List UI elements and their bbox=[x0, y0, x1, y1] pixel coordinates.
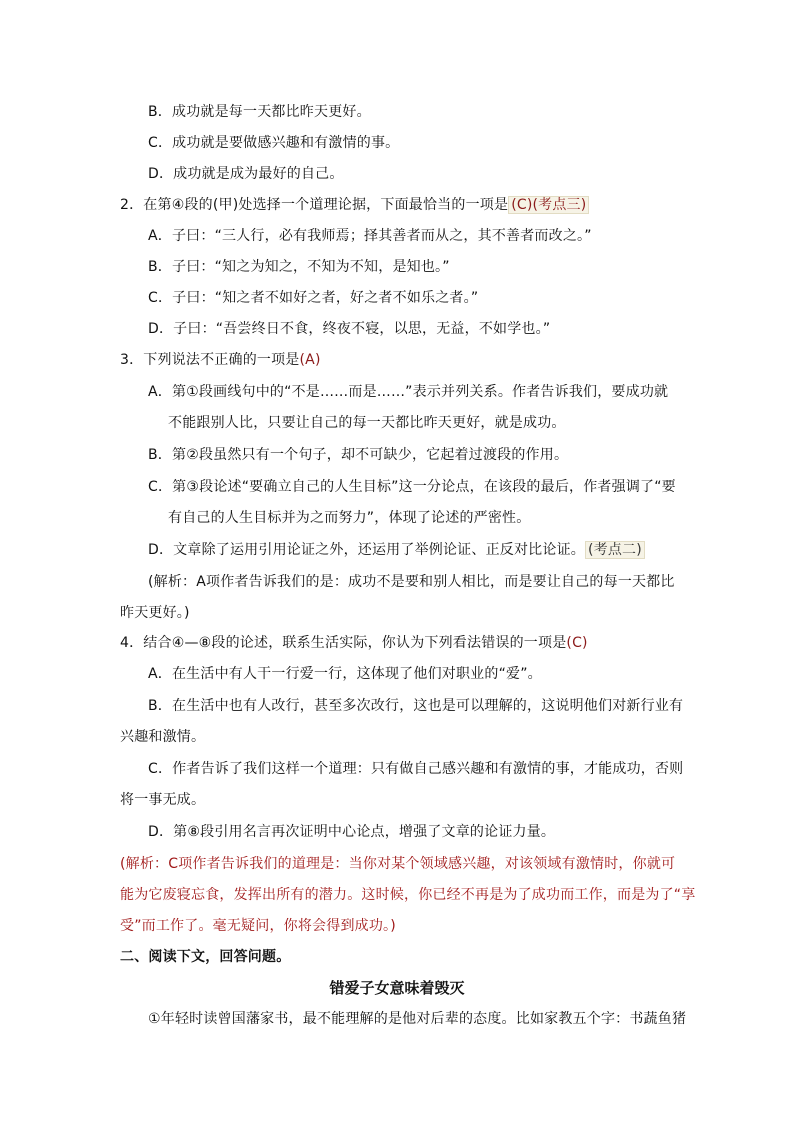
q4-answer: (C) bbox=[566, 635, 588, 651]
article-title: 错爱子女意味着毁灭 bbox=[329, 979, 465, 997]
q3-option-d-tag: (考点二) bbox=[585, 541, 645, 559]
q2-option-b: B．子曰：“知之为知之，不知为不知，是知也。” bbox=[148, 259, 450, 275]
q3-option-a-line1: A．第①段画线句中的“不是……而是……”表示并列关系。作者告诉我们，要成功就 bbox=[148, 384, 669, 400]
q4-option-c-line1: C．作者告诉了我们这样一个道理：只有做自己感兴趣和有激情的事，才能成功，否则 bbox=[148, 761, 684, 777]
q4-option-c-line2: 将一事无成。 bbox=[120, 792, 206, 808]
q4-option-b-line2: 兴趣和激情。 bbox=[120, 729, 206, 745]
q2-option-c: C．子曰：“知之者不如好之者，好之者不如乐之者。” bbox=[148, 290, 479, 306]
q3-answer: (A) bbox=[299, 352, 321, 368]
q2-stem bbox=[120, 195, 680, 215]
q1-option-b: B．成功就是每一天都比昨天更好。 bbox=[148, 104, 371, 120]
q4-analysis-line2: 能为它废寝忘食，发挥出所有的潜力。这时候，你已经不再是为了成功而工作，而是为了“享 bbox=[120, 887, 696, 903]
q3-analysis-line2: 昨天更好。) bbox=[120, 605, 190, 621]
q4-option-a: A．在生活中有人干一行爱一行，这体现了他们对职业的“爱”。 bbox=[148, 666, 542, 682]
q4-stem bbox=[120, 633, 680, 653]
section-heading: 二、阅读下文，回答问题。 bbox=[120, 949, 291, 965]
q3-option-d bbox=[148, 540, 708, 560]
q4-option-d: D．第⑧段引用名言再次证明中心论点，增强了文章的论证力量。 bbox=[148, 824, 556, 840]
q2-option-a: A．子曰：“三人行，必有我师焉；择其善者而从之，其不善者而改之。” bbox=[148, 228, 592, 244]
q1-option-d: D．成功就是成为最好的自己。 bbox=[148, 166, 344, 182]
q3-option-b: B．第②段虽然只有一个句子，却不可缺少，它起着过渡段的作用。 bbox=[148, 447, 569, 463]
q3-stem bbox=[120, 350, 680, 370]
q4-option-b-line1: B．在生活中也有人改行，甚至多次改行，这也是可以理解的，这说明他们对新行业有 bbox=[148, 698, 684, 714]
q1-option-c: C．成功就是要做感兴趣和有激情的事。 bbox=[148, 135, 400, 151]
q3-analysis-line1: (解析：A项作者告诉我们的是：成功不是要和别人相比，而是要让自己的每一天都比 bbox=[148, 574, 675, 590]
q2-answer: (C)(考点三) bbox=[508, 196, 589, 214]
q3-option-d-text: D．文章除了运用引用论证之外，还运用了举例论证、正反对比论证。 bbox=[148, 542, 585, 558]
q3-option-a-line2: 不能跟别人比，只要让自己的每一天都比昨天更好，就是成功。 bbox=[168, 415, 566, 431]
q4-analysis-line3: 受”而工作了。毫无疑问，你将会得到成功。) bbox=[120, 918, 396, 934]
q3-option-c-line2: 有自己的人生目标并为之而努力”，体现了论述的严密性。 bbox=[168, 510, 531, 526]
q2-option-d: D．子曰：“吾尝终日不食，终夜不寝，以思，无益，不如学也。” bbox=[148, 321, 551, 337]
q3-option-c-line1: C．第③段论述“要确立自己的人生目标”这一分论点，在该段的最后，作者强调了“要 bbox=[148, 479, 676, 495]
q4-stem-text: 4．结合④—⑧段的论述，联系生活实际，你认为下列看法错误的一项是 bbox=[120, 635, 567, 651]
q2-stem-text: 2．在第④段的(甲)处选择一个道理论据，下面最恰当的一项是 bbox=[120, 197, 509, 213]
q4-analysis-line1: (解析：C项作者告诉我们的道理是：当你对某个领域感兴趣，对该领域有激情时，你就可 bbox=[120, 856, 676, 872]
q3-stem-text: 3．下列说法不正确的一项是 bbox=[120, 352, 300, 368]
article-paragraph-1: ①年轻时读曾国藩家书，最不能理解的是他对后辈的态度。比如家教五个字：书蔬鱼猪 bbox=[148, 1011, 687, 1027]
